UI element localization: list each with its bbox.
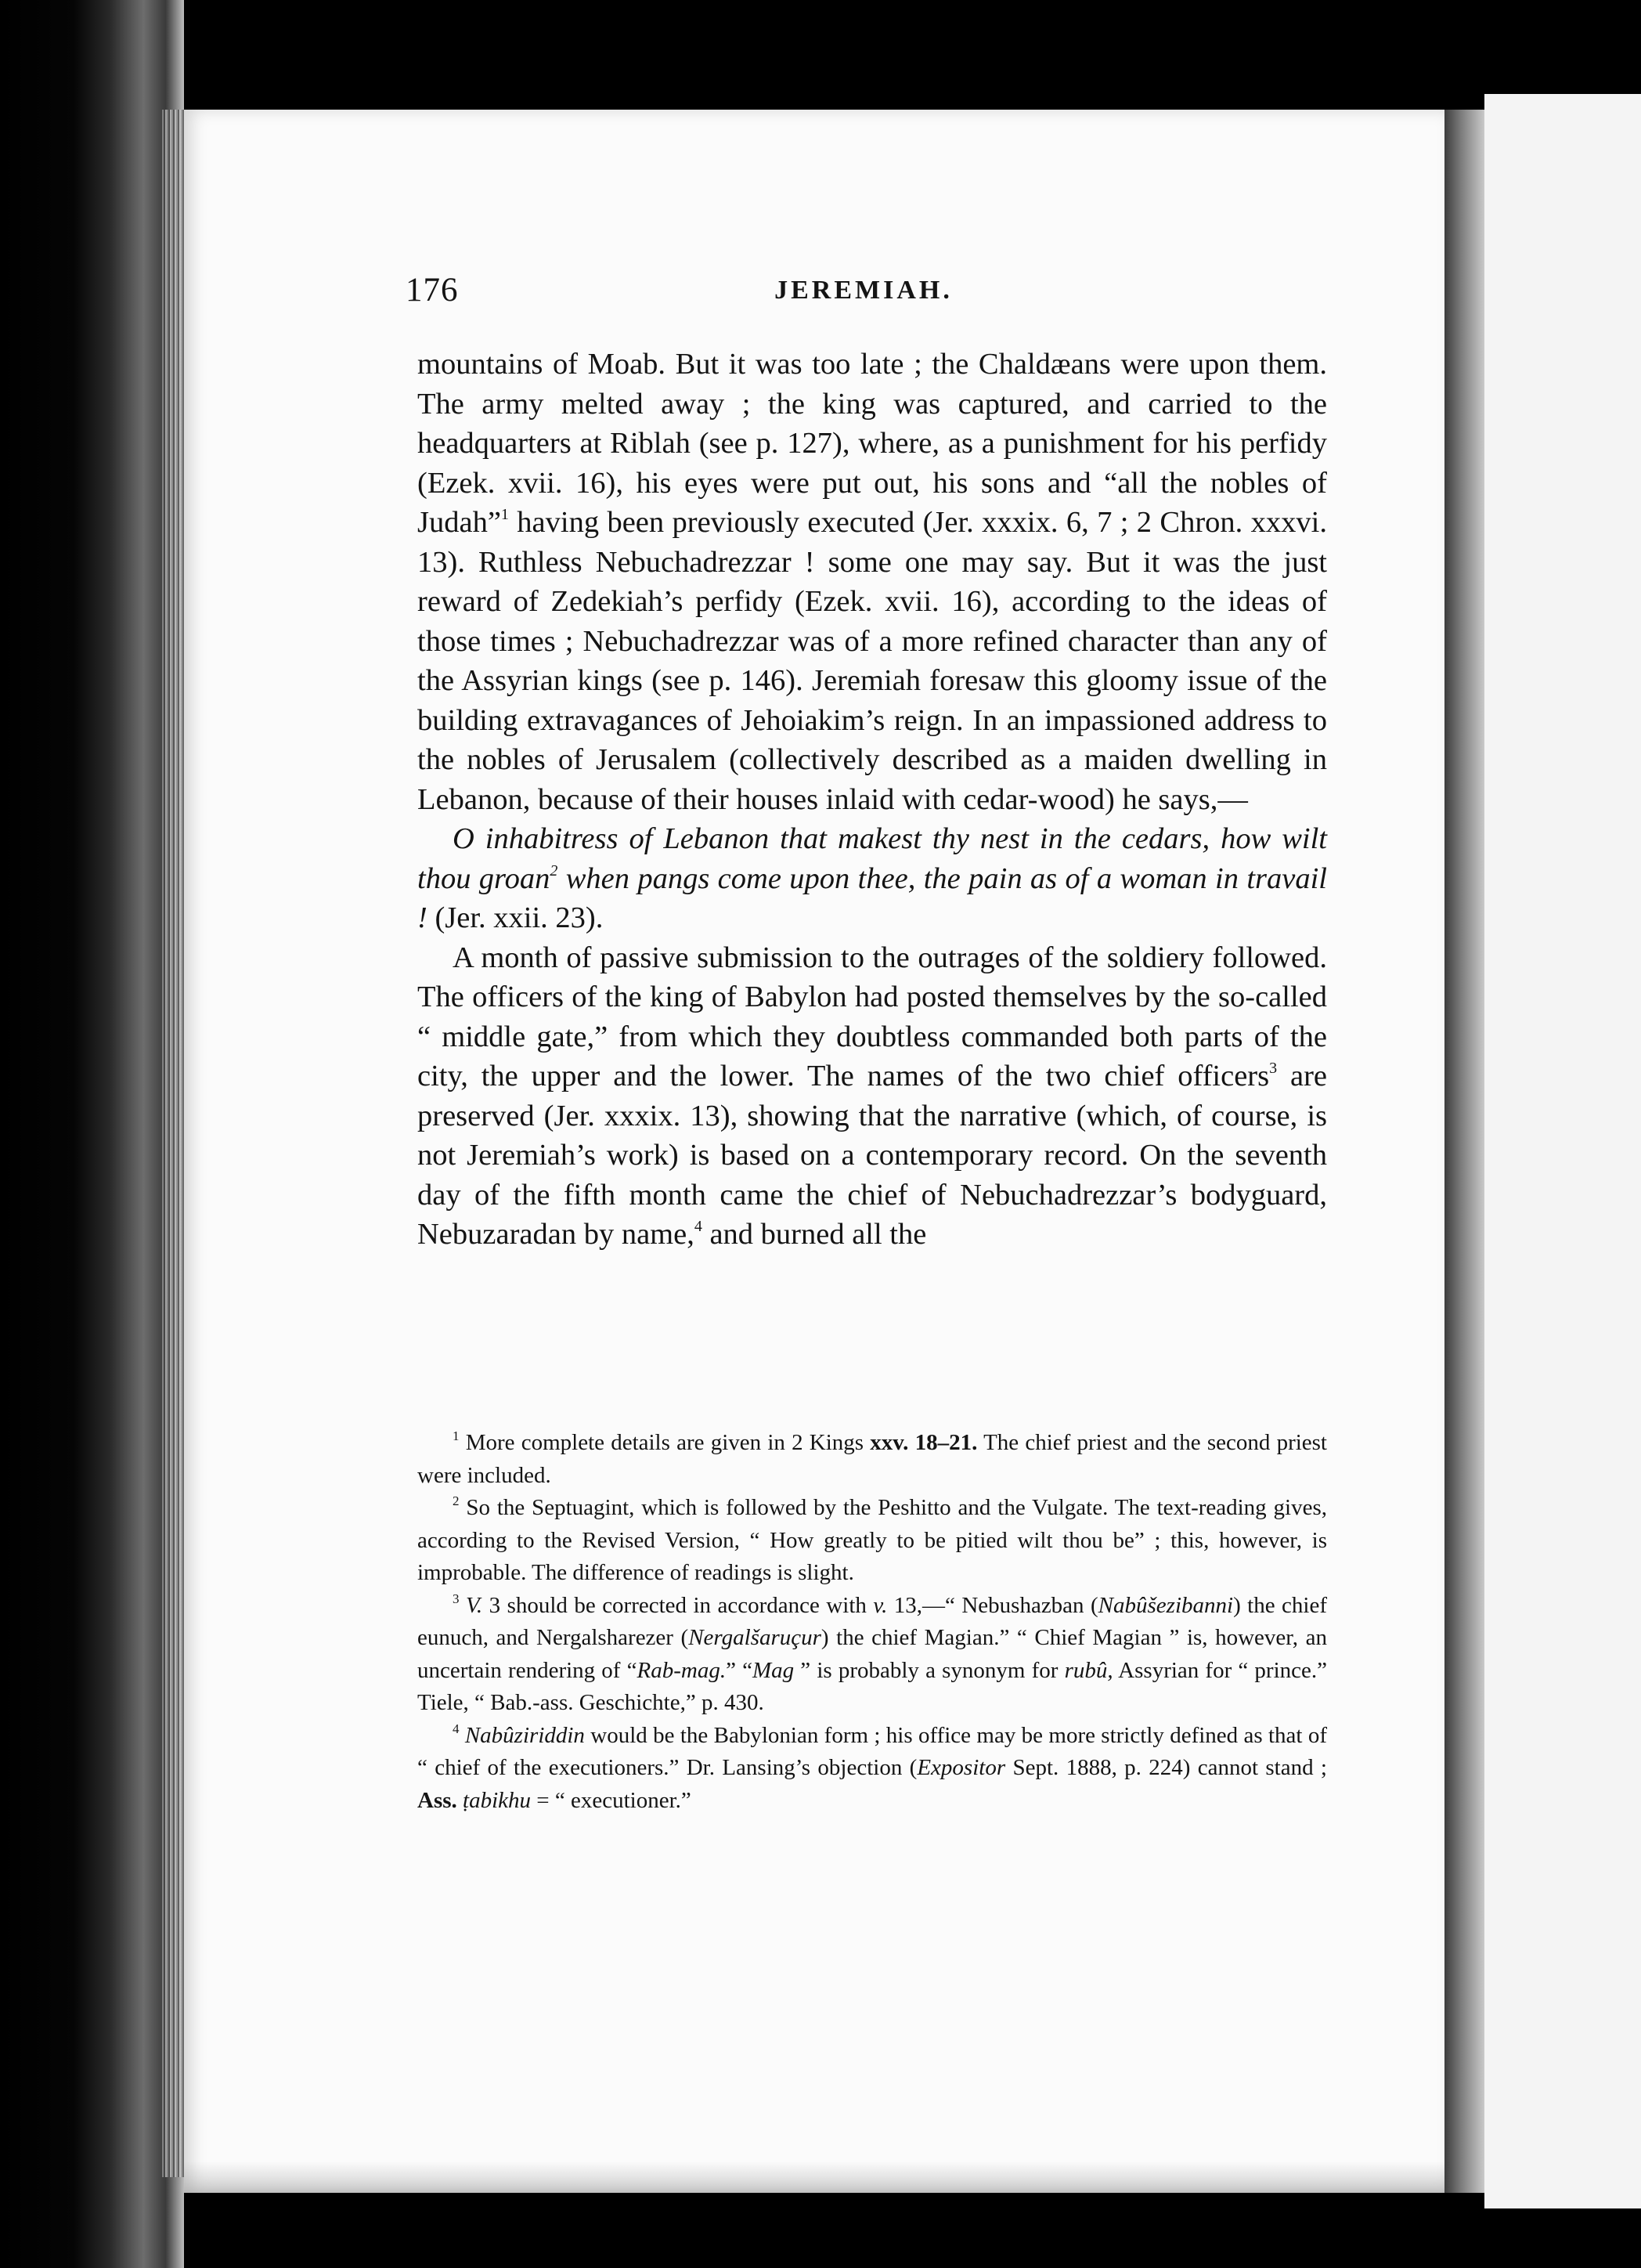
page-header bbox=[406, 271, 1322, 318]
text-run: Sept. 1888, p. 224) cannot stand ; bbox=[1005, 1755, 1327, 1780]
footnote-mark: 2 bbox=[453, 1493, 460, 1508]
block-quote bbox=[417, 819, 1327, 938]
text-run: Expositor bbox=[917, 1755, 1006, 1780]
footnote-mark: 3 bbox=[453, 1591, 460, 1606]
text-run: ) the chief Magian.” “ Chief Magian ” is, however, an uncertain rendering of “ bbox=[417, 1625, 1327, 1683]
text-run: The chief priest and the second priest were included. bbox=[417, 1430, 1327, 1488]
book-spine-edge bbox=[0, 0, 184, 2268]
footnote-3 bbox=[417, 1590, 1327, 1720]
text-run: xxv. 18–21. bbox=[870, 1430, 978, 1455]
text-run: and burned all the bbox=[701, 1218, 927, 1251]
text-run: rubû, bbox=[1064, 1657, 1113, 1683]
footnote-ref: 3 bbox=[1269, 1060, 1278, 1077]
footnote-2 bbox=[417, 1492, 1327, 1590]
footnote-mark: 4 bbox=[453, 1721, 460, 1736]
footnote-mark: 1 bbox=[453, 1428, 460, 1443]
text-run: having been previously executed (Jer. xxxix. 6, 7 ; 2 Chron. xxxvi. 13). Ruthless Nebuchadrezzar ! some one may say. But it was the just reward of Zedekiah’s perfidy (Ezek. xvii. 16), according to the ideas of those times ; Nebuchadrezzar was of a more refined character than any of the Assyrian kings (see p. 146). Jeremiah foresaw this gloomy issue of the building extravagances of Jehoiakim’s reign. In an impassioned address to the nobles of Jerusalem (collectively described as a maiden dwelling in Lebanon, because of their houses inlaid with cedar-wood) he says,— bbox=[417, 506, 1327, 816]
text-run: are preserved (Jer. xxxix. 13), showing that the narrative (which, of course, is not Jeremiah’s work) is based on a contemporary record. On the seventh day of the fifth month came the chief of Nebuchadrezzar’s bodyguard, Nebuzaradan by name, bbox=[417, 1060, 1327, 1251]
quote-text: O inhabitress of Lebanon that makest thy nest in the cedars, how wilt thou groan bbox=[417, 822, 1327, 895]
text-run: v. bbox=[873, 1592, 888, 1618]
quote-text: when pangs come upon thee, the pain as of a woman in travail ! bbox=[417, 861, 1327, 934]
main-text bbox=[417, 345, 1327, 1255]
text-run: 13,—“ Nebushazban ( bbox=[887, 1592, 1098, 1618]
text-run: Nabûziriddin bbox=[464, 1722, 585, 1748]
text-run: A month of passive submission to the outrages of the soldiery followed. The officers of the king of Babylon had posted themselves by the so-called “ middle gate,” from which they doubtless commanded both parts of the city, the upper and the lower. The names of the two chief officers bbox=[417, 941, 1327, 1092]
text-run: Nergalšaruçur bbox=[688, 1625, 821, 1650]
text-run: More complete details are given in 2 Kings bbox=[459, 1430, 871, 1455]
footnote-ref: 1 bbox=[500, 506, 509, 523]
text-run: would be the Babylonian form ; his office may be more strictly defined as that of “ chief of the executioners.” Dr. Lansing’s objection ( bbox=[417, 1722, 1327, 1780]
text-run: Nabûšezibanni bbox=[1098, 1592, 1234, 1618]
text-run: ) the chief eunuch, and Nergalsharezer ( bbox=[417, 1592, 1328, 1650]
running-title: JEREMIAH. bbox=[774, 276, 953, 305]
footnote-4 bbox=[417, 1720, 1327, 1818]
quote-reference: (Jer. xxii. 23). bbox=[427, 901, 604, 934]
text-run: Assyrian for “ prince.” Tiele, “ Bab.-ass. Geschichte,” p. 430. bbox=[417, 1657, 1328, 1715]
paragraph bbox=[417, 938, 1327, 1255]
text-run: 3 should be corrected in accordance with bbox=[482, 1592, 874, 1618]
text-run: mountains of Moab. But it was too late ; the Chaldæans were upon them. The army melted away ; the king was captured, and carried to the headquarters at Riblah (see p. 127), where, as a punishment for his perfidy (Ezek. xvii. 16), his eyes were put out, his sons and “all the nobles of Judah” bbox=[417, 348, 1327, 539]
text-run bbox=[457, 1788, 463, 1813]
text-run: V. bbox=[465, 1592, 483, 1618]
paragraph bbox=[417, 345, 1327, 819]
text-run: ṭabikhu bbox=[463, 1787, 532, 1813]
text-run: Rab-mag. bbox=[637, 1657, 727, 1683]
text-run: ” is probably a synonym for bbox=[794, 1657, 1065, 1683]
text-run: = “ executioner.” bbox=[531, 1787, 691, 1813]
facing-page-edge bbox=[1484, 94, 1641, 2208]
page-number: 176 bbox=[406, 272, 459, 309]
footnote-ref: 2 bbox=[550, 861, 558, 879]
text-run: So the Septuagint, which is followed by the Peshitto and the Vulgate. The text-reading gives, according to the Revised Version, “ How greatly to be pitied wilt thou be” ; this, however, is improbable. The difference of readings is slight. bbox=[417, 1495, 1327, 1585]
page-gutter bbox=[1444, 110, 1484, 2193]
footnote-ref: 4 bbox=[694, 1218, 702, 1235]
text-run: Mag bbox=[752, 1657, 795, 1683]
text-run: Ass. bbox=[417, 1787, 457, 1813]
text-run: ” “ bbox=[726, 1657, 752, 1683]
footnotes bbox=[417, 1427, 1327, 1817]
footnote-1 bbox=[417, 1427, 1327, 1492]
